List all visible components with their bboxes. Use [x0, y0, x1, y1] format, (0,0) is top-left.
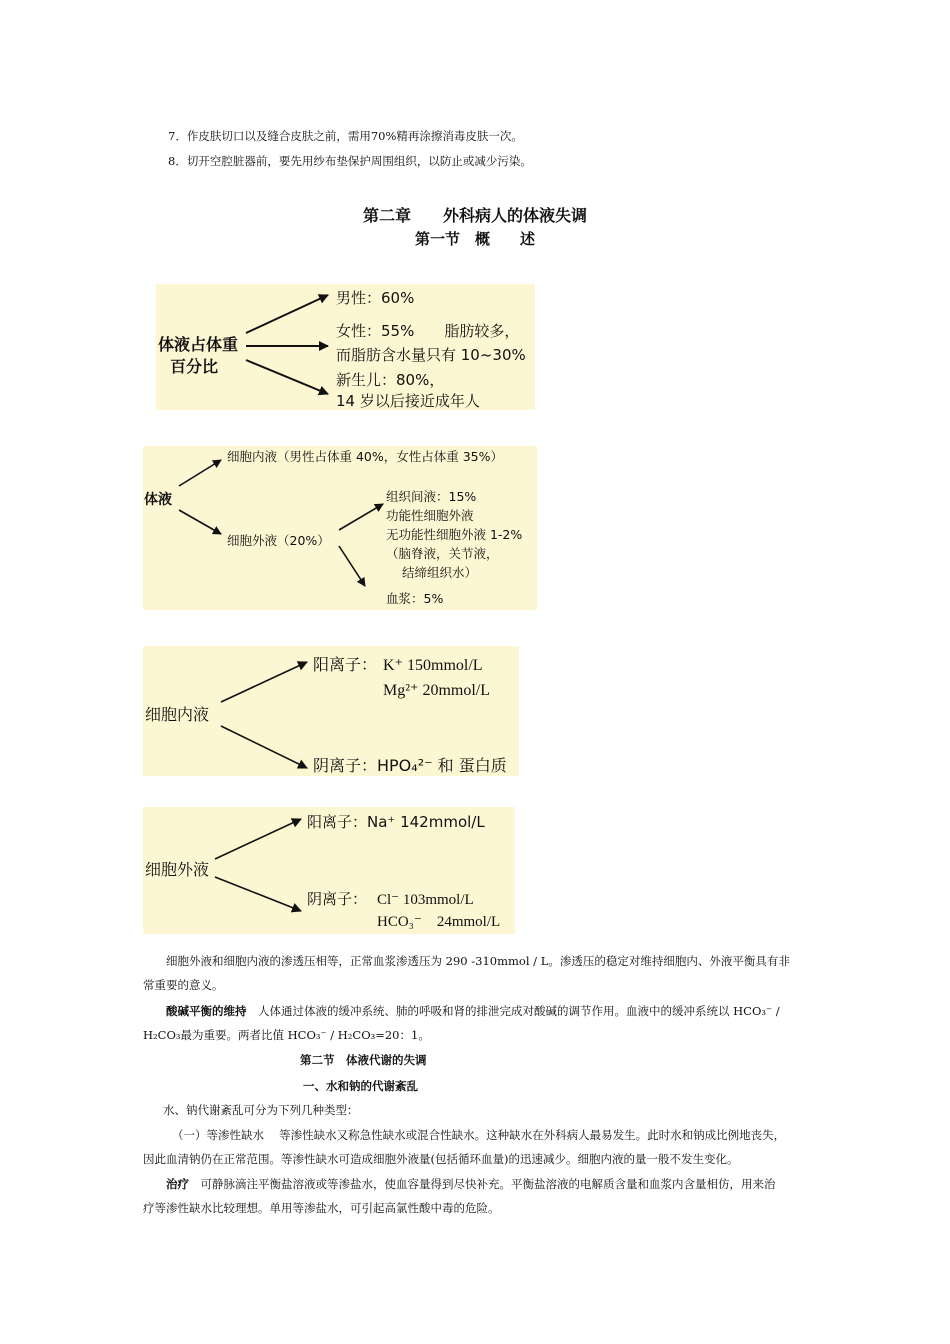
para-treatment-line2: 疗等渗性缺水比较理想。单用等渗盐水，可引起高氯性酸中毒的危险。 [143, 1201, 500, 1215]
d4-cation: 阳离子：Na⁺ 142mmol/L [307, 813, 485, 831]
d1-root-line1: 体液占体重 [158, 335, 239, 354]
d1-female-line2: 而脂肪含水量只有 10~30% [336, 346, 526, 364]
para-osmotic-line2: 常重要的意义。 [143, 978, 224, 992]
d3-anion: 阴离子：HPO₄²⁻ 和 蛋白质 [313, 756, 507, 775]
para-acid-base-line1 [166, 1003, 780, 1019]
d3-root: 细胞内液 [145, 705, 210, 724]
d3-cation-label: 阳离子： [313, 655, 378, 674]
arrow-to-plasma [339, 546, 365, 586]
arrow-to-icf-anion [221, 726, 307, 768]
para-treatment-line1 [166, 1176, 776, 1192]
acid-base-title: 酸碱平衡的维持 [166, 1004, 247, 1018]
arrow-to-ecf-anion [215, 877, 301, 911]
d1-female-line1: 女性：55% 脂肪较多， [336, 322, 520, 340]
subsection-title: 一、水和钠的代谢紊乱 [303, 1079, 418, 1093]
arrow-to-male [246, 295, 328, 333]
d4-root: 细胞外液 [145, 860, 210, 879]
step-7: 7．作皮肤切口以及缝合皮肤之前，需用70%精再涂擦消毒皮肤一次。 [168, 129, 523, 143]
d2-root: 体液 [144, 492, 172, 508]
diagram-ecf-ions [143, 807, 515, 934]
treatment-title: 治疗 [166, 1177, 189, 1191]
d4-anion2: HCO₃⁻ 24mmol/L [377, 914, 501, 930]
para-acid-base-line2: H₂CO₃最为重要。两者比值 HCO₃⁻ / H₂CO₃=20：1。 [143, 1028, 430, 1042]
arrow-to-ecf [179, 510, 221, 534]
d4-anion-label: 阴离子： [307, 890, 368, 908]
d3-cation1: K⁺ 150mmol/L [383, 657, 483, 674]
arrow-to-newborn [246, 360, 328, 394]
step-8: 8．切开空腔脏器前，要先用纱布垫保护周围组织，以防止或减少污染。 [168, 154, 532, 168]
chapter-title: 第二章 外科病人的体液失调 [362, 206, 587, 225]
diagram-body-fluid-composition [143, 446, 537, 610]
d2-interstitial: 组织间液：15% [386, 489, 477, 504]
para-isotonic-line2: 因此血清钠仍在正常范围。等渗性缺水可造成细胞外液量(包括循环血量)的迅速减少。细胞内液的量一般不发生变化。 [143, 1152, 739, 1166]
arrow-to-interstitial [339, 504, 383, 530]
d1-male: 男性：60% [336, 289, 415, 307]
d1-newborn-line2: 14 岁以后接近成年人 [336, 392, 480, 410]
types-intro: 水、钠代谢紊乱可分为下列几种类型： [163, 1103, 359, 1117]
d2-examples-line1: （脑脊液，关节液， [386, 546, 499, 561]
d2-nonfunctional: 无功能性细胞外液 1-2% [386, 527, 523, 542]
section2-title: 第二节 体液代谢的失调 [300, 1053, 427, 1067]
acid-base-text1: 人体通过体液的缓冲系统、肺的呼吸和肾的排泄完成对酸碱的调节作用。血液中的缓冲系统以 HCO₃⁻ / [246, 1004, 780, 1018]
arrow-to-ecf-cation [215, 819, 301, 859]
arrow-to-icf-cation [221, 662, 307, 702]
d1-root-line2: 百分比 [170, 357, 219, 376]
d2-ecf: 细胞外液（20%） [227, 533, 330, 548]
arrow-to-icf [179, 460, 221, 486]
d2-examples-line2: 结缔组织水） [402, 565, 478, 580]
d1-newborn-line1: 新生儿：80%， [336, 371, 445, 389]
diagram-icf-ions [143, 646, 519, 776]
diagram-body-fluid-percentage [156, 284, 535, 410]
d3-cation2: Mg²⁺ 20mmol/L [383, 682, 491, 699]
para-osmotic-line1: 细胞外液和细胞内液的渗透压相等，正常血浆渗透压为 290 -310mmol / L。渗透压的稳定对维持细胞内、外液平衡具有非 [166, 954, 790, 968]
treatment-text1: 可静脉滴注平衡盐溶液或等渗盐水，使血容量得到尽快补充。平衡盐溶液的电解质含量和血浆内含量相仿，用来治 [189, 1177, 776, 1191]
d2-icf: 细胞内液（男性占体重 40%，女性占体重 35%） [227, 449, 504, 464]
d2-plasma: 血浆：5% [386, 591, 444, 606]
para-isotonic-line1: （一）等渗性缺水 等渗性缺水又称急性缺水或混合性缺水。这种缺水在外科病人最易发生。此时水和钠成比例地丧失， [172, 1128, 786, 1142]
d4-anion1: Cl⁻ 103mmol/L [377, 892, 474, 908]
section1-title: 第一节 概 述 [414, 230, 535, 248]
d2-functional: 功能性细胞外液 [386, 508, 474, 523]
